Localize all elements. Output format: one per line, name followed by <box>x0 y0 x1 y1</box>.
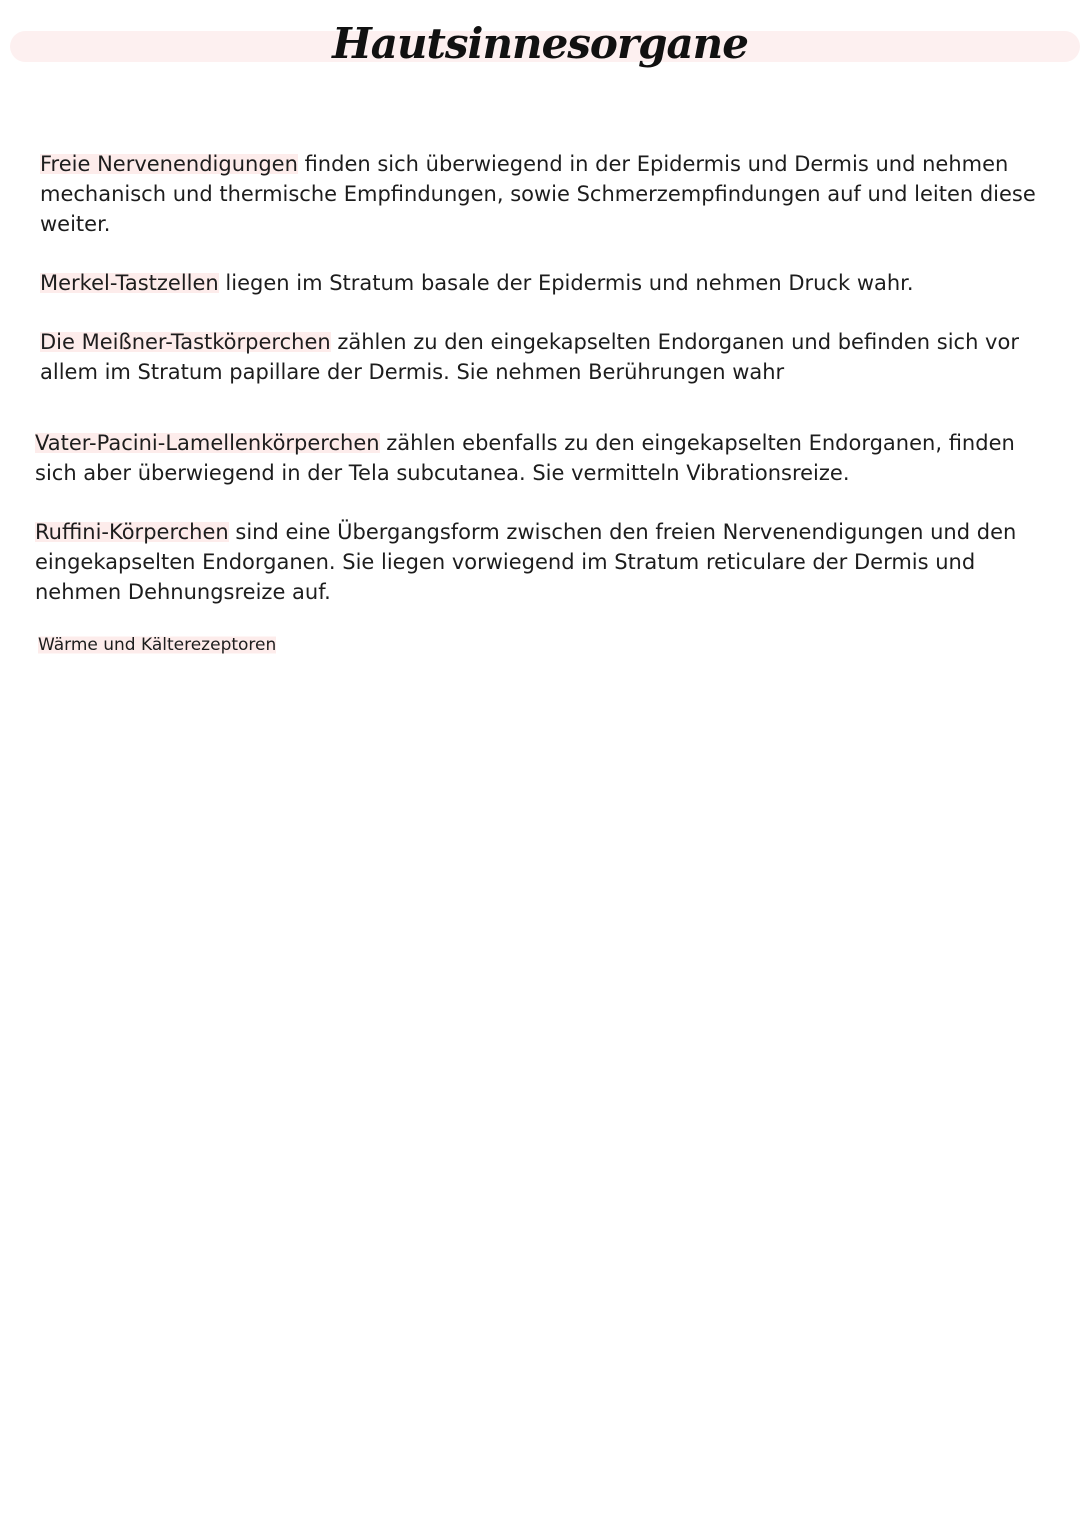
term-highlight: Die Meißner-Tastkörperchen <box>40 330 331 354</box>
term-highlight: Vater-Pacini-Lamellenkörperchen <box>35 431 380 455</box>
note-text: Wärme und Kälterezeptoren <box>38 635 277 655</box>
note-waerme-kaelterezeptoren <box>38 633 276 657</box>
paragraph-text: zählen zu den eingekapselten Endorganen und befinden sich vor allem im Stratum papillare der Dermis. Sie nehmen Berührungen wahr <box>40 330 1019 384</box>
paragraph-meissner-tastkoerperchen <box>40 327 1040 387</box>
term-highlight: Merkel-Tastzellen <box>40 271 219 295</box>
term-highlight: Ruffini-Körperchen <box>35 520 229 544</box>
paragraph-text: finden sich überwiegend in der Epidermis und Dermis und nehmen mechanisch und thermische Empfindungen, sowie Schmerzempfindungen auf und leiten diese weiter. <box>40 152 1036 236</box>
paragraph-text: sind eine Übergangsform zwischen den freien Nervenendigungen und den eingekapselten Endorganen. Sie liegen vorwiegend im Stratum reticulare der Dermis und nehmen Dehnungsreize auf. <box>35 520 1017 604</box>
paragraph-merkel-tastzellen <box>40 268 1040 298</box>
paragraph-text: zählen ebenfalls zu den eingekapselten Endorganen, finden sich aber überwiegend in der Tela subcutanea. Sie vermitteln Vibrationsreize. <box>35 431 1015 485</box>
paragraph-freie-nervenendigungen <box>40 149 1040 239</box>
paragraph-ruffini-koerperchen <box>35 517 1065 607</box>
paragraph-text: liegen im Stratum basale der Epidermis und nehmen Druck wahr. <box>218 271 914 295</box>
paragraph-vater-pacini <box>35 428 1045 488</box>
term-highlight: Freie Nervenendigungen <box>40 152 298 176</box>
page-title: Hautsinnesorgane <box>332 19 748 68</box>
